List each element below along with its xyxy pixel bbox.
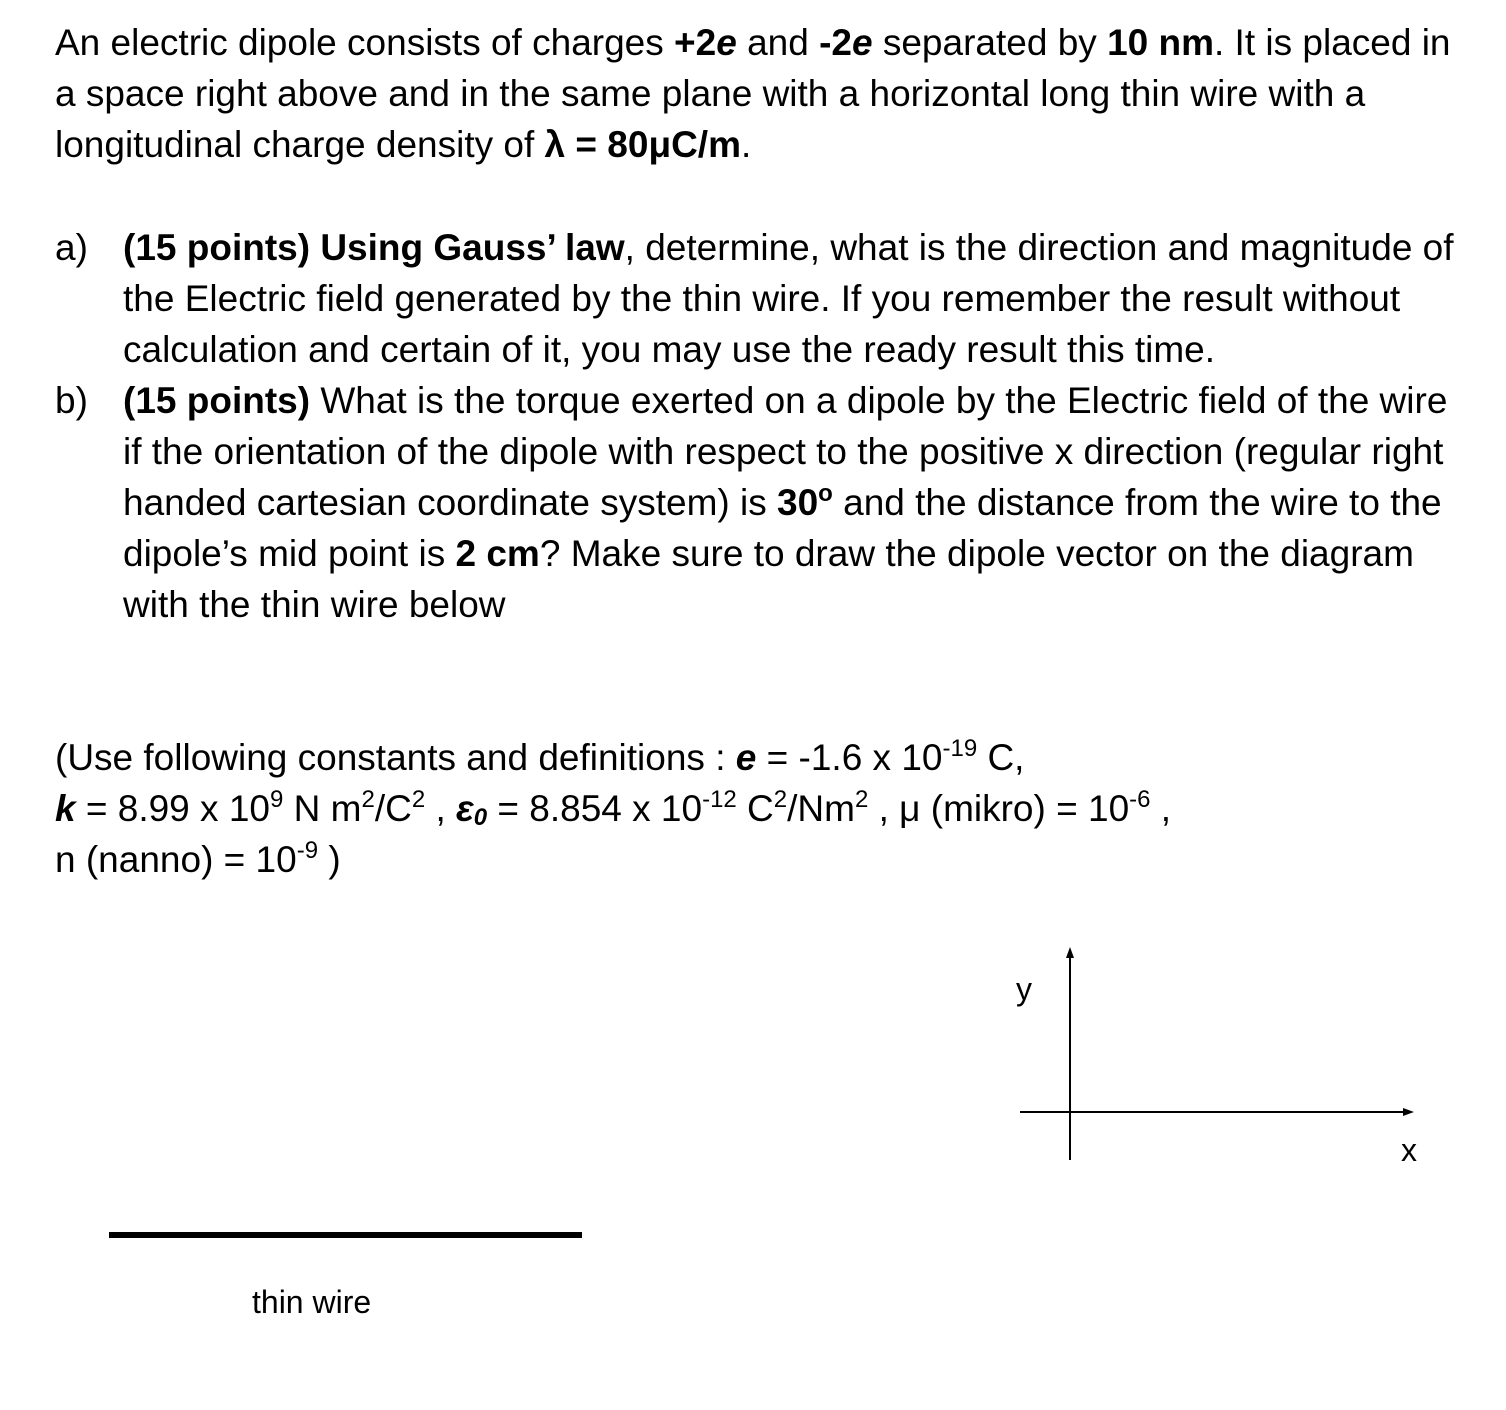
constants-block: (Use following constants and definitions : e = -1.6 x $10^{-19}$ C, k = 8.99 x $10^9$ N $m^2/C^2$ , $\varepsilon_0 = 8.854$ x $10^{-12}$ $C^2/Nm^2$ , μ (mikro) = $10^{-6}$ , n (nanno) = $10^{-9}$ ) (55, 735, 1172, 880)
x-axis-arrow-icon (1403, 1108, 1414, 1116)
distance-value: 2 cm (455, 533, 540, 574)
question-a-marker: a) (55, 227, 88, 268)
question-b-heading: (15 points) (123, 380, 311, 421)
problem-intro: An electric dipole consists of charges +2e and -2e separated by 10 nm. It is placed in a space right above and in the same plane with a horizontal long thin wire with a longitudinal charge density of λ = 80μC/m. (55, 22, 1451, 165)
y-axis-arrow-icon (1066, 947, 1074, 958)
x-axis-label: x (1401, 1132, 1417, 1168)
separation-value: 10 nm (1107, 22, 1214, 63)
question-a-text: , determine, what is the direction and magnitude of the Electric field generated by the thin wire. If you remember the result without calculation and certain of it, you may use the ready result this time. (123, 227, 1454, 370)
thin-wire-label: thin wire (252, 1284, 372, 1320)
question-a-heading: (15 points) Using Gauss’ law (123, 227, 625, 268)
charge-density-value: λ = 80μC/m (544, 124, 741, 165)
question-b-marker: b) (55, 380, 88, 421)
y-axis-label: y (1016, 971, 1032, 1007)
positive-charge: +2e (674, 22, 737, 63)
question-b: b) (15 points) What is the torque exerted on a dipole by the Electric field of the wire if the orientation of the dipole with respect to the positive x direction (regular right handed cartesian coordinate system) is 30$^o$ and the distance from the wire to the dipole’s mid point is 2 cm? Make sure to draw the dipole vector on the diagram with the thin wire below (55, 375, 1475, 630)
angle-value: 30$^o$ (777, 480, 833, 523)
negative-charge: -2e (819, 22, 873, 63)
